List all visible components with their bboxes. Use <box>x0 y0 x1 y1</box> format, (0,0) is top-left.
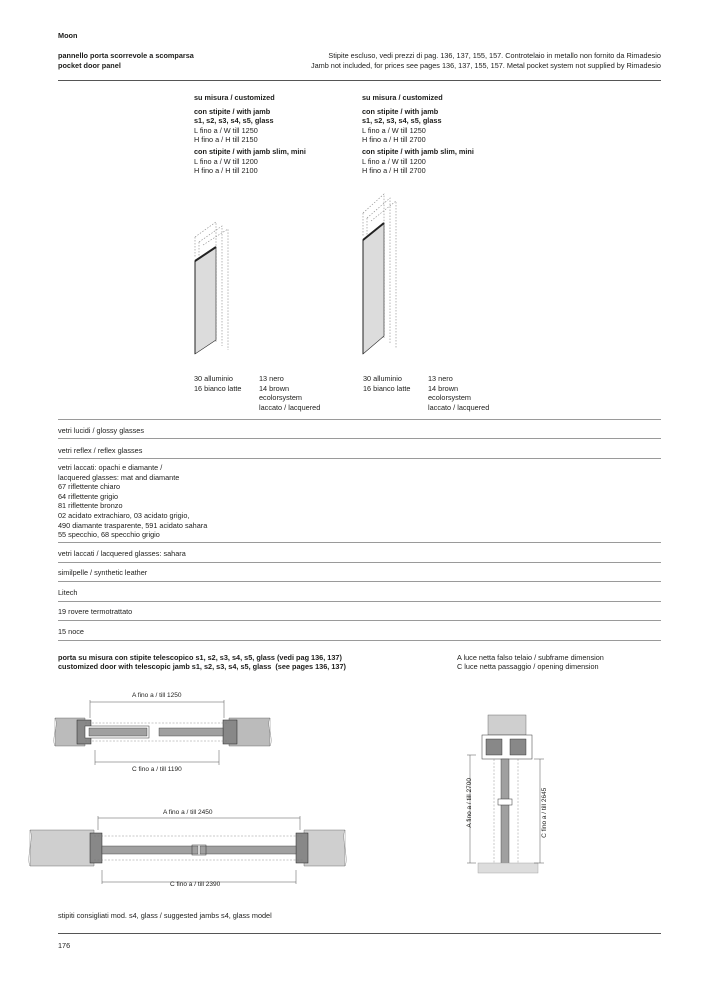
material-line: 02 acidato extrachiaro, 03 acidato grigio, <box>58 510 190 520</box>
material-row-litech: Litech <box>58 588 78 597</box>
page-number: 176 <box>58 941 71 950</box>
material-row-walnut: 15 noce <box>58 627 84 636</box>
door-panel-illustration-short <box>190 212 240 362</box>
finish-item: laccato / lacquered <box>259 402 321 412</box>
column-1-specs <box>194 93 306 176</box>
slim-width: L fino a / W till 1200 <box>362 156 426 166</box>
jamb-width: L fino a / W till 1250 <box>362 125 426 135</box>
table-rule <box>58 640 661 641</box>
material-row-reflex: vetri reflex / reflex glasses <box>58 446 143 455</box>
door-panel-illustration-tall <box>358 188 408 363</box>
table-rule <box>58 601 661 602</box>
table-rule <box>58 542 661 543</box>
finish-item: 16 bianco latte <box>363 383 411 393</box>
material-line: vetri laccati: opachi e diamante / <box>58 463 163 472</box>
dim-label-c-double: C fino a / till 2390 <box>170 881 221 888</box>
material-row-leather: similpelle / synthetic leather <box>58 568 148 577</box>
column-2-specs <box>362 93 474 176</box>
jamb-title: con stipite / with jamb <box>194 106 271 116</box>
finish-item: 30 alluminio <box>194 374 233 383</box>
dim-label-c-vertical: C fino a / till 2645 <box>541 787 549 838</box>
finish-item: laccato / lacquered <box>428 402 490 412</box>
finishes-col-1b <box>259 374 320 412</box>
material-row-glossy: vetri lucidi / glossy glasses <box>58 426 144 435</box>
section-title-it: porta su misura con stipite telescopico s1, s2, s3, s4, s5, glass (vedi pag 136, 137) <box>58 653 342 662</box>
product-name-it: pannello porta scorrevole a scomparsa <box>58 51 194 60</box>
jamb-height: H fino a / H till 2700 <box>362 135 426 145</box>
table-rule <box>58 458 661 459</box>
material-line: 490 diamante trasparente, 591 acidato sahara <box>58 520 208 530</box>
slim-height: H fino a / H till 2700 <box>362 166 426 176</box>
slim-title: con stipite / with jamb slim, mini <box>194 146 306 156</box>
dim-label-c-single: C fino a / till 1190 <box>132 766 182 773</box>
pricing-note-en: Jamb not included, for prices see pages 136, 137, 155, 157. Metal pocket system not supplied by Rimadesio <box>310 61 661 70</box>
brand-title: Moon <box>58 31 78 40</box>
finishes-col-1a <box>194 374 241 393</box>
section-title-en: customized door with telescopic jamb s1, s2, s3, s4, s5, glass (see pages 136, 137) <box>58 662 346 671</box>
dim-label-a-double: A fino a / till 2450 <box>163 809 213 816</box>
suggested-jambs-note: stipiti consigliati mod. s4, glass / suggested jambs s4, glass model <box>58 911 272 920</box>
column-title: su misura / customized <box>362 93 443 102</box>
material-row-oak: 19 rovere termotrattato <box>58 607 133 616</box>
jamb-models: s1, s2, s3, s4, s5, glass <box>362 116 442 126</box>
plan-section-double <box>30 806 345 886</box>
finish-item: 14 brown <box>428 383 459 393</box>
material-line: 81 riflettente bronzo <box>58 501 123 511</box>
jamb-height: H fino a / H till 2150 <box>194 135 258 145</box>
finish-item: 14 brown <box>259 383 290 393</box>
finishes-col-2a <box>363 374 410 393</box>
plan-section-single <box>55 690 270 775</box>
legend-a: A luce netta falso telaio / subframe dimension <box>457 653 604 662</box>
table-rule <box>58 581 661 582</box>
header-divider <box>58 80 661 81</box>
table-rule <box>58 620 661 621</box>
material-row-sahara: vetri laccati / lacquered glasses: sahara <box>58 549 186 558</box>
slim-width: L fino a / W till 1200 <box>194 156 258 166</box>
finishes-col-2b <box>428 374 489 412</box>
footer-divider <box>58 933 661 934</box>
product-name-en: pocket door panel <box>58 61 121 70</box>
material-row-lacquered <box>58 463 207 540</box>
finish-item: 13 nero <box>428 374 453 383</box>
material-line: 55 specchio, 68 specchio grigio <box>58 530 160 540</box>
table-rule <box>58 419 661 420</box>
finish-item: ecolorsystem <box>259 393 302 403</box>
finish-item: ecolorsystem <box>428 393 471 403</box>
slim-title: con stipite / with jamb slim, mini <box>362 146 474 156</box>
dim-label-a-single: A fino a / till 1250 <box>132 692 182 699</box>
finish-item: 13 nero <box>259 374 284 383</box>
pricing-note-it: Stipite escluso, vedi prezzi di pag. 136, 137, 155, 157. Controtelaio in metallo non fornito da Rimadesio <box>328 51 661 60</box>
material-line: 64 riflettente grigio <box>58 491 119 501</box>
jamb-models: s1, s2, s3, s4, s5, glass <box>194 116 274 126</box>
table-rule <box>58 562 661 563</box>
legend-c: C luce netta passaggio / opening dimension <box>457 662 599 671</box>
material-line: lacquered glasses: mat and diamante <box>58 472 180 482</box>
finish-item: 30 alluminio <box>363 374 402 383</box>
slim-height: H fino a / H till 2100 <box>194 166 258 176</box>
jamb-width: L fino a / W till 1250 <box>194 125 258 135</box>
jamb-title: con stipite / with jamb <box>362 106 439 116</box>
table-rule <box>58 438 661 439</box>
column-title: su misura / customized <box>194 93 275 102</box>
dim-label-a-vertical: A fino a / till 2700 <box>466 778 474 828</box>
material-line: 67 riflettente chiaro <box>58 482 121 492</box>
finish-item: 16 bianco latte <box>194 383 242 393</box>
